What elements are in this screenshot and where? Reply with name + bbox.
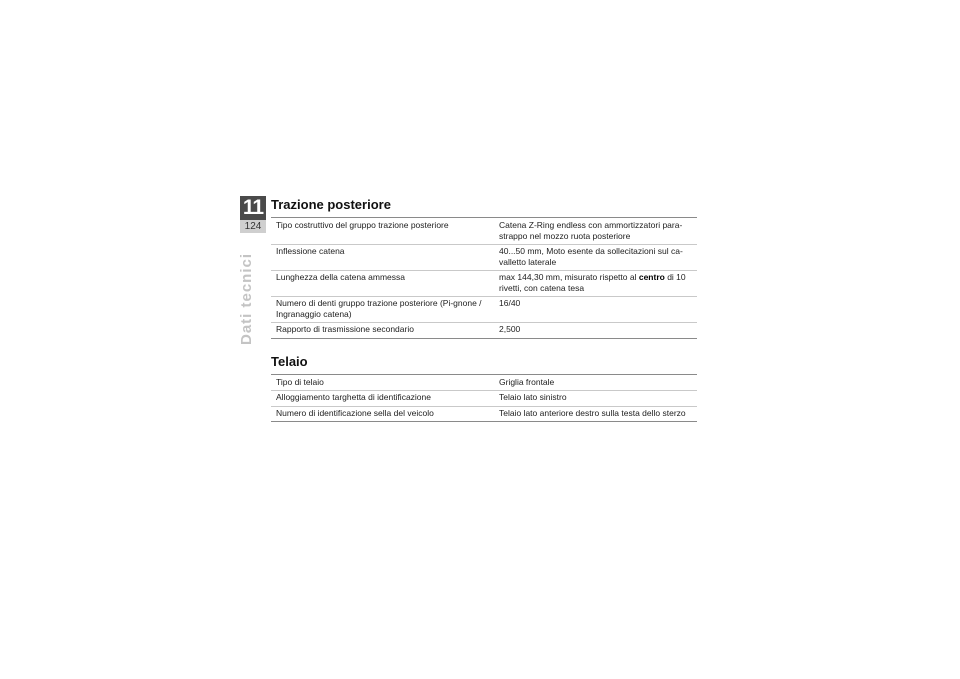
- row-label: Tipo di telaio: [271, 374, 494, 391]
- table-row: [271, 245, 697, 271]
- value-emphasis: centro: [638, 272, 665, 282]
- row-label: Alloggiamento targhetta di identificazione: [271, 391, 494, 407]
- row-value: Telaio lato anteriore destro sulla testa dello sterzo: [494, 406, 697, 422]
- row-value: Griglia frontale: [494, 374, 697, 391]
- row-value: 40...50 mm, Moto esente da sollecitazioni sul ca-valletto laterale: [494, 245, 697, 271]
- table-row: [271, 297, 697, 323]
- value-text: di 10 rivetti, con catena tesa: [499, 272, 686, 293]
- row-label: Numero di identificazione sella del veicolo: [271, 406, 494, 422]
- section-title: Telaio: [271, 353, 308, 369]
- page-content: [271, 196, 697, 422]
- row-label: Inflessione catena: [271, 245, 494, 271]
- chapter-marker: [240, 196, 266, 233]
- chapter-title: Dati tecnici: [238, 252, 255, 345]
- table-row: [271, 323, 697, 339]
- table-row: [271, 391, 697, 407]
- section-rear-drive: [271, 196, 697, 339]
- row-label: Rapporto di trasmissione secondario: [271, 323, 494, 339]
- table-row: [271, 406, 697, 422]
- section-frame: [271, 353, 697, 423]
- row-label: Numero di denti gruppo trazione posteriore (Pi-gnone / Ingranaggio catena): [271, 297, 494, 323]
- row-label: Lunghezza della catena ammessa: [271, 271, 494, 297]
- row-value: 2,500: [494, 323, 697, 339]
- rear-drive-table: [271, 217, 697, 339]
- row-label: Tipo costruttivo del gruppo trazione posteriore: [271, 218, 494, 245]
- table-row: [271, 374, 697, 391]
- frame-table: [271, 374, 697, 423]
- row-value: 16/40: [494, 297, 697, 323]
- row-value: [494, 271, 697, 297]
- value-text: max 144,30 mm, misurato rispetto al: [499, 272, 639, 282]
- table-row: [271, 271, 697, 297]
- page-number: 124: [240, 220, 266, 233]
- table-row: [271, 218, 697, 245]
- section-title: Trazione posteriore: [271, 197, 391, 212]
- row-value: Catena Z-Ring endless con ammortizzatori para-strappo nel mozzo ruota posteriore: [494, 218, 697, 245]
- chapter-number: 11: [240, 196, 266, 220]
- row-value: Telaio lato sinistro: [494, 391, 697, 407]
